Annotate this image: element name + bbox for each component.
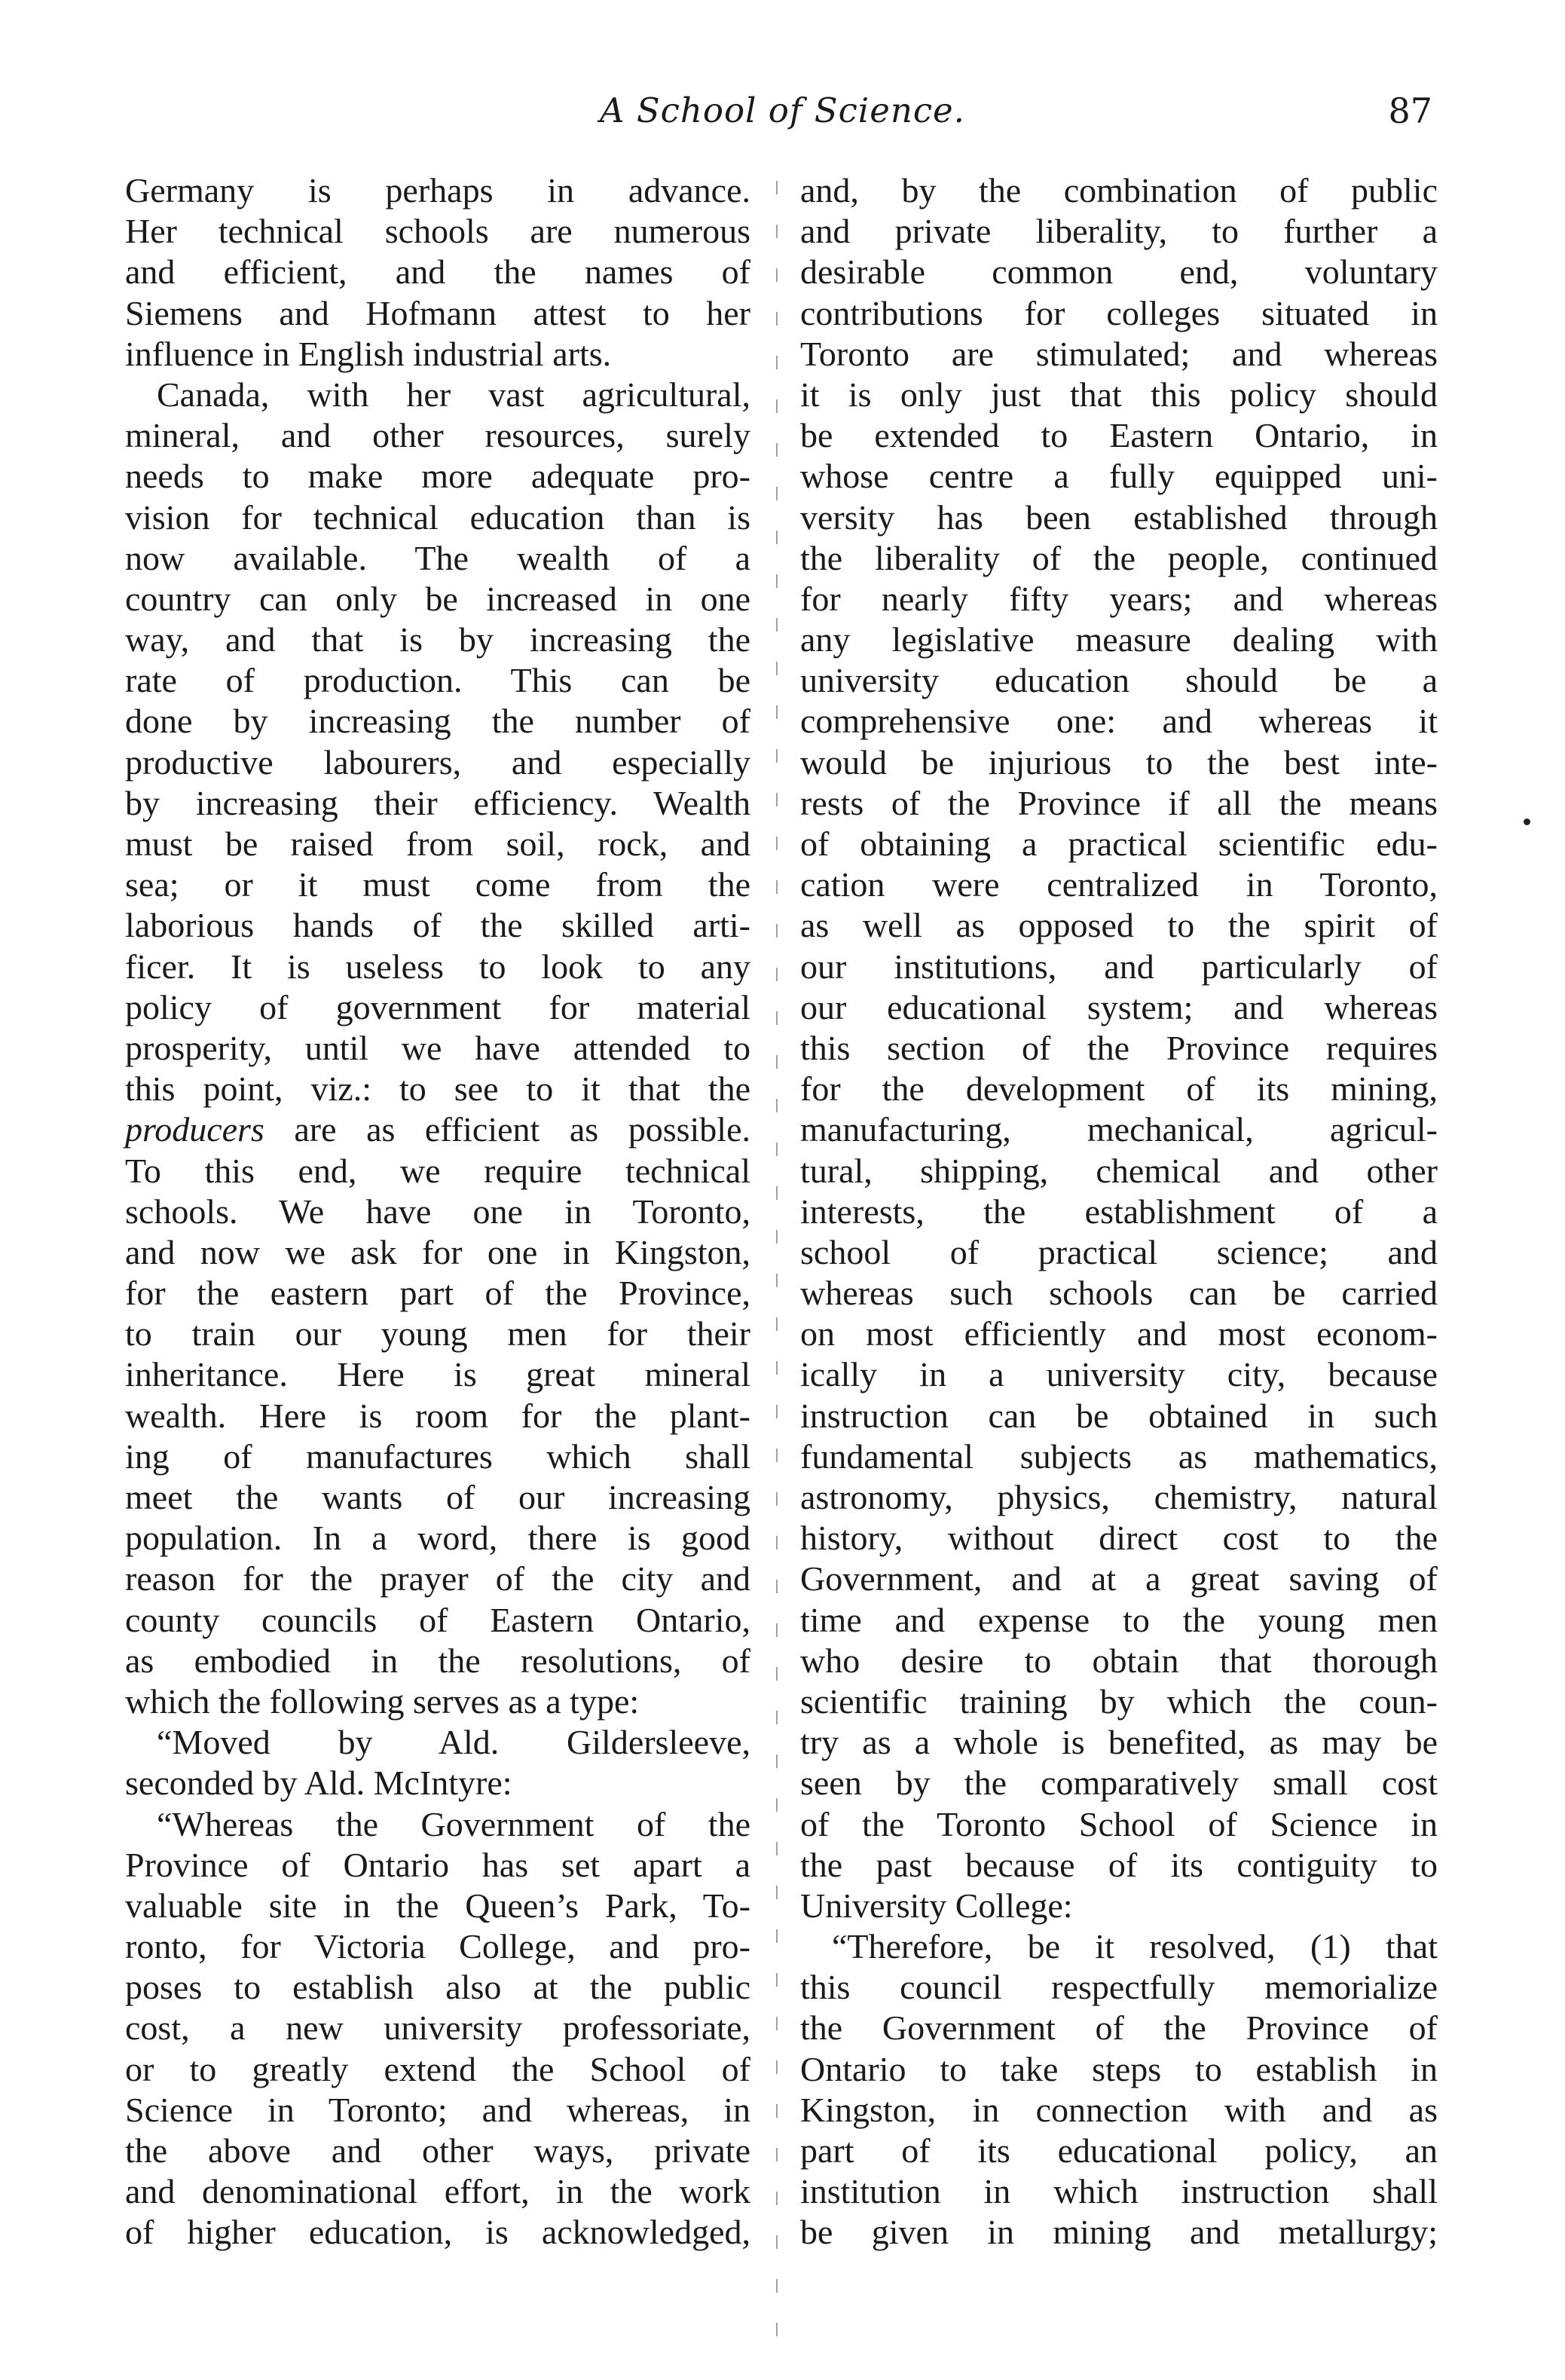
text-line: way, and that is by increasing the [125, 620, 750, 659]
text-line: on most efficiently and most econom- [800, 1314, 1438, 1354]
text-line: Canada, with her vast agricultural, [157, 375, 750, 414]
text-line: meet the wants of our increasing [125, 1478, 750, 1516]
text-line: vision for technical education than is [125, 497, 750, 537]
page-number: 87 [1388, 90, 1432, 131]
text-line: Government, and at a great saving of [800, 1559, 1438, 1598]
text-line: comprehensive one: and whereas it [800, 702, 1438, 741]
text-line: the above and other ways, private [125, 2131, 750, 2170]
text-line: Science in Toronto; and whereas, in [125, 2090, 750, 2129]
text-line: tural, shipping, chemical and other [800, 1151, 1438, 1190]
text-line: ing of manufactures which shall [125, 1436, 750, 1476]
text-line: ically in a university city, because [800, 1355, 1438, 1394]
text-line: whereas such schools can be carried [800, 1274, 1438, 1313]
text-line: astronomy, physics, chemistry, natural [800, 1478, 1438, 1516]
text-line: which the following serves as a type: [125, 1681, 640, 1721]
text-line: time and expense to the young men [800, 1600, 1438, 1639]
text-line: this point, viz.: to see to it that the [125, 1069, 750, 1109]
text-line: must be raised from soil, rock, and [125, 824, 750, 863]
text-line: or to greatly extend the School of [125, 2049, 750, 2088]
right-column [800, 170, 1438, 2253]
text-line: Toronto are stimulated; and whereas [800, 334, 1438, 373]
italic-word: producers [125, 1110, 264, 1149]
text-line: for nearly fifty years; and whereas [800, 579, 1438, 618]
text-line: by increasing their efficiency. Wealth [125, 783, 750, 822]
text-line: any legislative measure dealing with [800, 620, 1438, 659]
text-line: try as a whole is benefited, as may be [800, 1723, 1438, 1762]
text-line: be extended to Eastern Ontario, in [800, 416, 1438, 455]
text-line: ficer. It is useless to look to any [125, 947, 750, 986]
margin-speck [1524, 818, 1530, 825]
text-line: institution in which instruction shall [800, 2172, 1438, 2211]
text-line: county councils of Eastern Ontario, [125, 1600, 750, 1639]
text-line: inheritance. Here is great mineral [125, 1355, 750, 1394]
text-line: versity has been established through [800, 497, 1438, 537]
text-line: whose centre a fully equipped uni- [800, 457, 1438, 496]
text-line: history, without direct cost to the [800, 1519, 1438, 1558]
text-line: our institutions, and particularly of [800, 947, 1438, 986]
text-line: this section of the Province requires [800, 1028, 1438, 1067]
text-line: and efficient, and the names of [125, 252, 750, 292]
text-line: University College: [800, 1886, 1073, 1925]
text-line: the Government of the Province of [800, 2008, 1438, 2048]
text-line: “Whereas the Government of the [157, 1804, 750, 1843]
text-line: scientific training by which the coun- [800, 1681, 1438, 1721]
text-line: of obtaining a practical scientific edu- [800, 824, 1438, 863]
text-line: school of practical science; and [800, 1232, 1438, 1271]
text-line: country can only be increased in one [125, 579, 750, 618]
text-line: and, by the combination of public [800, 171, 1438, 210]
text-line: part of its educational policy, an [800, 2131, 1438, 2170]
text-line: done by increasing the number of [125, 702, 750, 741]
text-line: our educational system; and whereas [800, 987, 1438, 1026]
text-line: wealth. Here is room for the plant- [125, 1396, 750, 1435]
text-line: contributions for colleges situated in [800, 293, 1438, 332]
text-line: university education should be a [800, 661, 1438, 700]
text-line: be given in mining and metallurgy; [800, 2213, 1438, 2252]
text-line: Germany is perhaps in advance. [125, 171, 750, 210]
text-line: the past because of its contiguity to [800, 1845, 1438, 1884]
running-title: A School of Science. [600, 90, 965, 130]
text-line: “Moved by Ald. Gildersleeve, [157, 1723, 750, 1762]
text-line: rate of production. This can be [125, 661, 750, 700]
text-line: of the Toronto School of Science in [800, 1804, 1438, 1843]
text-line: fundamental subjects as mathematics, [800, 1436, 1438, 1476]
text-line: mineral, and other resources, surely [125, 416, 750, 455]
text-line: now available. The wealth of a [125, 538, 750, 577]
text-line: poses to establish also at the public [125, 1968, 750, 2007]
text-line: and now we ask for one in Kingston, [125, 1232, 750, 1271]
text-line: and private liberality, to further a [800, 212, 1438, 251]
text-line: for the development of its mining, [800, 1069, 1438, 1109]
text-line: cost, a new university professoriate, [125, 2008, 750, 2048]
text-line: prosperity, until we have attended to [125, 1028, 750, 1067]
text-line: productive labourers, and especially [125, 742, 750, 782]
text-line: producers are as efficient as possible. [125, 1110, 750, 1149]
text-line: it is only just that this policy should [800, 375, 1438, 414]
text-line: and denominational effort, in the work [125, 2172, 750, 2211]
text-line: Her technical schools are numerous [125, 212, 750, 251]
column-divider [776, 181, 778, 2344]
text-line: this council respectfully memorialize [800, 1968, 1438, 2007]
text-line: influence in English industrial arts. [125, 334, 612, 373]
text-line: sea; or it must come from the [125, 865, 750, 904]
text-line: population. In a word, there is good [125, 1519, 750, 1558]
text-line: To this end, we require technical [125, 1151, 750, 1190]
text-line: interests, the establishment of a [800, 1192, 1438, 1231]
text-line: policy of government for material [125, 987, 750, 1026]
text-line: ronto, for Victoria College, and pro- [125, 1927, 750, 1966]
text-line: to train our young men for their [125, 1314, 750, 1354]
text-line: Siemens and Hofmann attest to her [125, 293, 750, 332]
text-line: laborious hands of the skilled arti- [125, 906, 750, 945]
left-column [125, 170, 750, 2253]
text-line: who desire to obtain that thorough [800, 1641, 1438, 1680]
text-line: seconded by Ald. McIntyre: [125, 1764, 512, 1803]
text-line: instruction can be obtained in such [800, 1396, 1438, 1435]
text-line: the liberality of the people, continued [800, 538, 1438, 577]
text-line: would be injurious to the best inte- [800, 742, 1438, 782]
text-line: manufacturing, mechanical, agricul- [800, 1110, 1438, 1149]
text-line: Ontario to take steps to establish in [800, 2049, 1438, 2088]
text-line: schools. We have one in Toronto, [125, 1192, 750, 1231]
text-line: needs to make more adequate pro- [125, 457, 750, 496]
text-line: for the eastern part of the Province, [125, 1274, 750, 1313]
text-line: as well as opposed to the spirit of [800, 906, 1438, 945]
text-line: cation were centralized in Toronto, [800, 865, 1438, 904]
text-line: “Therefore, be it resolved, (1) that [832, 1927, 1438, 1966]
text-line: Kingston, in connection with and as [800, 2090, 1438, 2129]
text-line: of higher education, is acknowledged, [125, 2213, 750, 2252]
text-line: rests of the Province if all the means [800, 783, 1438, 822]
text-line: as embodied in the resolutions, of [125, 1641, 750, 1680]
running-head [0, 84, 1565, 137]
text-line: Province of Ontario has set apart a [125, 1845, 750, 1884]
text-line: desirable common end, voluntary [800, 252, 1438, 292]
text-line: valuable site in the Queen’s Park, To- [125, 1886, 750, 1925]
text-line: seen by the comparatively small cost [800, 1764, 1438, 1803]
text-line: reason for the prayer of the city and [125, 1559, 750, 1598]
